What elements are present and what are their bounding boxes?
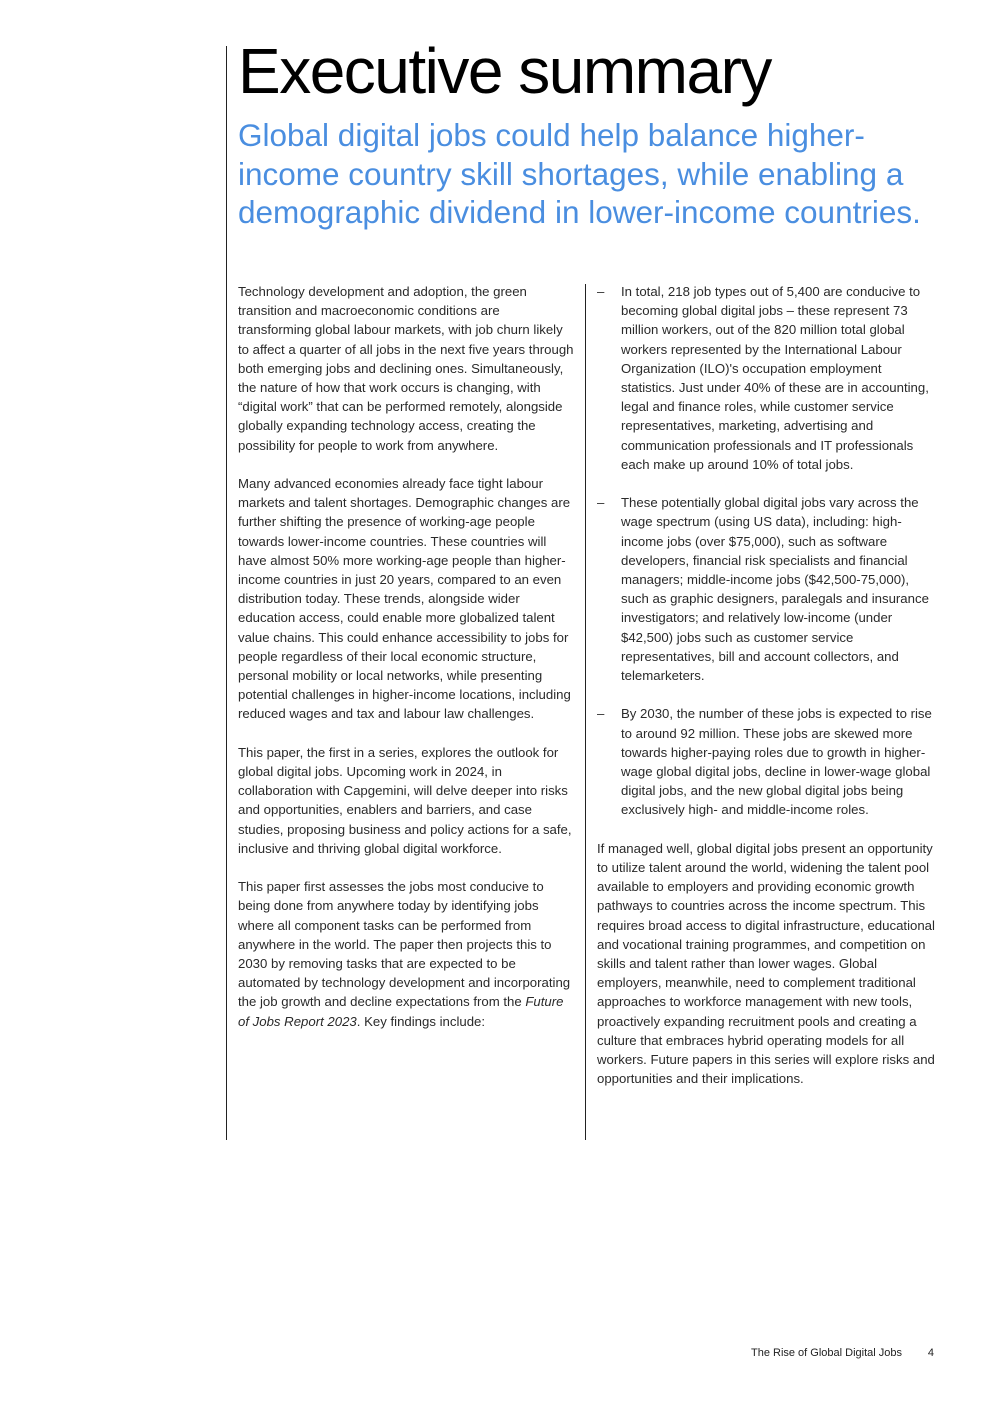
- page-title: Executive summary: [238, 35, 771, 107]
- right-text-column: [597, 282, 939, 1108]
- methodology-text: This paper first assesses the jobs most conducive to being done from anywhere today by identifying jobs where all component tasks can be performed from anywhere in the world. The paper then projects this to 2030 by removing tasks that are expected to be automated by technology development and incorporating the job growth and decline expectations from the: [238, 879, 571, 1010]
- page-number: 4: [927, 1347, 934, 1359]
- list-item: [597, 493, 939, 685]
- bullet-dash: –: [597, 495, 605, 511]
- column-divider-rule: [585, 284, 586, 1140]
- report-title-reference: Future of Jobs Report 2023: [238, 994, 564, 1029]
- list-item: [597, 282, 939, 474]
- demographics-paragraph: Many advanced economies already face tight labour markets and talent shortages. Demographic changes are further shifting the presence of working-age people towards lower-income countries. These countries will have almost 50% more working-age people than higher-income countries in just 20 years, compared to an even distribution today. These trends, alongside wider education access, could enable more globalized talent value chains. This could enhance accessibility to jobs for people regardless of their local economic structure, personal mobility or local networks, while presenting potential challenges in higher-income locations, including reduced wages and tax and labour law challenges.: [238, 476, 571, 722]
- series-paragraph: This paper, the first in a series, explores the outlook for global digital jobs. Upcoming work in 2024, in collaboration with Capgemini, will delve deeper into risks and opportunities, enablers and barriers, and case studies, proposing business and policy actions for a safe, inclusive and thriving global digital workforce.: [238, 744, 572, 856]
- finding-text: In total, 218 job types out of 5,400 are conducive to becoming global digital jobs – these represent 73 million workers, out of the 820 million total global workers represented by the International Labour Organization (ILO)'s occupation employment statistics. Just under 40% of these are in accounting, legal and finance roles, while customer service representatives, marketing, advertising and communication professionals and IT professionals each make up around 10% of total jobs.: [621, 284, 929, 472]
- methodology-text-end: . Key findings include:: [356, 1013, 486, 1029]
- left-margin-rule: [226, 46, 227, 1140]
- bullet-dash: –: [597, 706, 605, 722]
- methodology-paragraph: [238, 877, 576, 1031]
- finding-text: These potentially global digital jobs vary across the wage spectrum (using US data), including: high-income jobs (over $75,000), such as software developers, financial risk specialists and financial managers; middle-income jobs ($42,500-75,000), such as graphic designers, paralegals and insurance investigators; and relatively low-income (under $42,500) jobs such as customer service representatives, bill and account collectors, and telemarketers.: [621, 495, 929, 684]
- left-text-column: [238, 282, 576, 1050]
- closing-paragraph: If managed well, global digital jobs present an opportunity to utilize talent around the world, widening the talent pool available to employers and providing economic growth pathways to countries across the income spectrum. This requires broad access to digital infrastructure, educational and vocational training programmes, and competition on skills and talent rather than lower wages. Global employers, meanwhile, need to complement traditional approaches to workforce management with new tools, proactively expanding recruitment pools and creating a culture that embraces hybrid operating models for all workers. Future papers in this series will explore risks and opportunities and their implications.: [597, 840, 935, 1087]
- intro-paragraph: Technology development and adoption, the green transition and macroeconomic conditions are transforming global labour markets, with job churn likely to affect a quarter of all jobs in the next five years through both emerging jobs and declining ones. Simultaneously, the nature of how that work occurs is changing, with “digital work” that can be performed remotely, alongside globally expanding technology access, creating the possibility for people to work from anywhere.: [238, 284, 574, 453]
- page-footer: [0, 1347, 992, 1363]
- key-findings-list: [597, 282, 939, 820]
- list-item: [597, 704, 939, 819]
- finding-text: By 2030, the number of these jobs is expected to rise to around 92 million. These jobs are skewed more towards higher-paying roles due to growth in higher-wage global digital jobs, decline in lower-wage global digital jobs, and the new global digital jobs being exclusively high- and middle-income roles.: [621, 706, 932, 818]
- bullet-dash: –: [597, 284, 605, 299]
- footer-document-title: The Rise of Global Digital Jobs: [750, 1347, 902, 1359]
- page-subtitle: Global digital jobs could help balance higher-income country skill shortages, while enabling a demographic dividend in lower-income countries.: [238, 117, 921, 230]
